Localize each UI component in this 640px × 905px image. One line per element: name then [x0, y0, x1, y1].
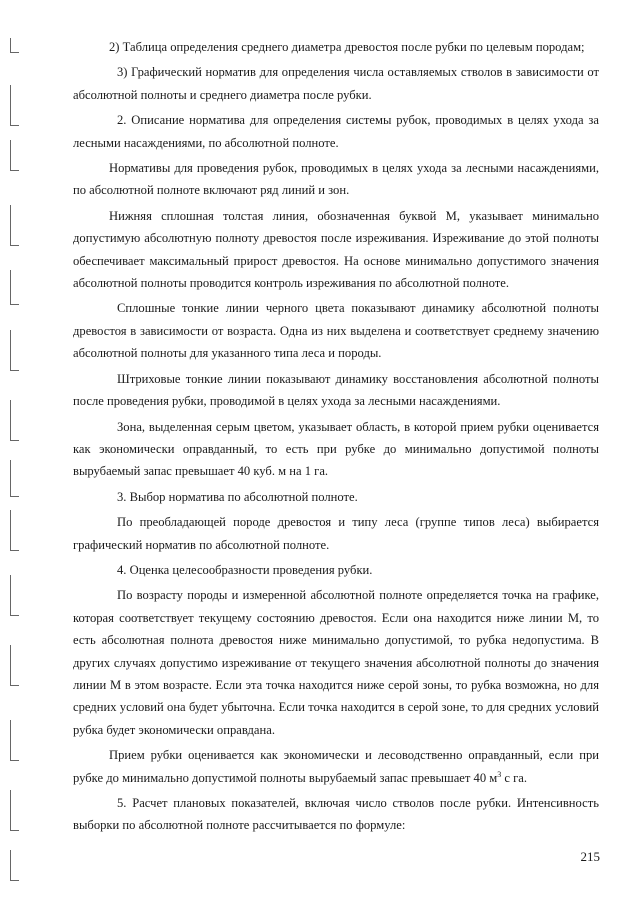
paragraph: Зона, выделенная серым цветом, указывает область, в которой прием рубки оценивается как экономически оправданный, то есть при рубке до минимально допустимой полноты вырубаемый запас превышает 40 куб. м на 1 га. — [73, 419, 599, 479]
paragraph: По возрасту породы и измеренной абсолютной полноте определяется точка на графике, которая соответствует текущему состоянию древостоя. Если она находится ниже линии М, то есть абсолютная полнота древостоя ниже минимально допустимой, то рубка недопустима. В других случаях допустимо изреживание от текущего значения абсолютной полноты до значения линии М в этом возрасте. Если эта точка находится ниже серой зоны, то рубка возможна, но для средних условий она будет убыточна. Если точка находится в серой зоне, то для средних условий рубка будет экономически оправдана. — [73, 588, 599, 737]
binding-mark — [10, 140, 19, 171]
binding-mark — [10, 270, 19, 305]
paragraph: Штриховые тонкие линии показывают динамику восстановления абсолютной полноты после проведения рубки, проводимой в целях ухода за лесными насаждениями. — [73, 371, 599, 409]
paragraph: 5. Расчет плановых показателей, включая число стволов после рубки. Интенсивность выборки по абсолютной полноте рассчитывается по формуле: — [73, 796, 599, 833]
binding-mark — [10, 38, 19, 53]
paragraph: Сплошные тонкие линии черного цвета показывают динамику абсолютной полноты древостоя в зависимости от возраста. Одна из них выделена и соответствует среднему значению абсолютной полноты для указанного типа леса и породы. — [73, 301, 599, 361]
binding-mark — [10, 205, 19, 246]
binding-mark — [10, 330, 19, 371]
paragraph: 4. Оценка целесообразности проведения рубки. — [117, 562, 373, 577]
paragraph: По преобладающей породе древостоя и типу леса (группе типов леса) выбирается графический норматив по абсолютной полноте. — [73, 515, 599, 552]
binding-mark — [10, 85, 19, 126]
binding-margin-marks — [4, 30, 26, 890]
paragraph: Нормативы для проведения рубок, проводимых в целях ухода за лесными насаждениями, по абсолютной полноте включают ряд линий и зон. — [73, 161, 599, 198]
binding-mark — [10, 460, 19, 497]
superscript: 3 — [497, 769, 502, 779]
body-text — [73, 36, 599, 840]
binding-mark — [10, 510, 19, 551]
binding-mark — [10, 850, 19, 881]
page-number: 215 — [580, 849, 600, 864]
binding-mark — [10, 575, 19, 616]
paragraph: 2. Описание норматива для определения системы рубок, проводимых в целях ухода за лесными насаждениями, по абсолютной полноте. — [73, 113, 599, 150]
binding-mark — [10, 720, 19, 761]
paragraph: 3. Выбор норматива по абсолютной полноте. — [117, 489, 358, 504]
paragraph: Прием рубки оценивается как экономически и лесоводственно оправданный, если при рубке до минимально допустимой полноты вырубаемый запас превышает 40 $м^3$ с га. — [73, 748, 599, 785]
paragraph: 2) Таблица определения среднего диаметра древостоя после рубки по целевым породам; — [109, 40, 585, 54]
binding-mark — [10, 645, 19, 686]
paragraph: Нижняя сплошная толстая линия, обозначенная буквой М, указывает минимально допустимую абсолютную полноту древостоя после изреживания. Изреживание до этой полноты обеспечивает максимальный прирост древостоя. На основе минимально допустимого значения абсолютной полноты проводится контроль изреживания по абсолютной полноте. — [73, 208, 599, 291]
paragraph: 3) Графический норматив для определения числа оставляемых стволов в зависимости от абсолютной полноты и среднего диаметра после рубки. — [73, 65, 599, 102]
binding-mark — [10, 400, 19, 441]
binding-mark — [10, 790, 19, 831]
